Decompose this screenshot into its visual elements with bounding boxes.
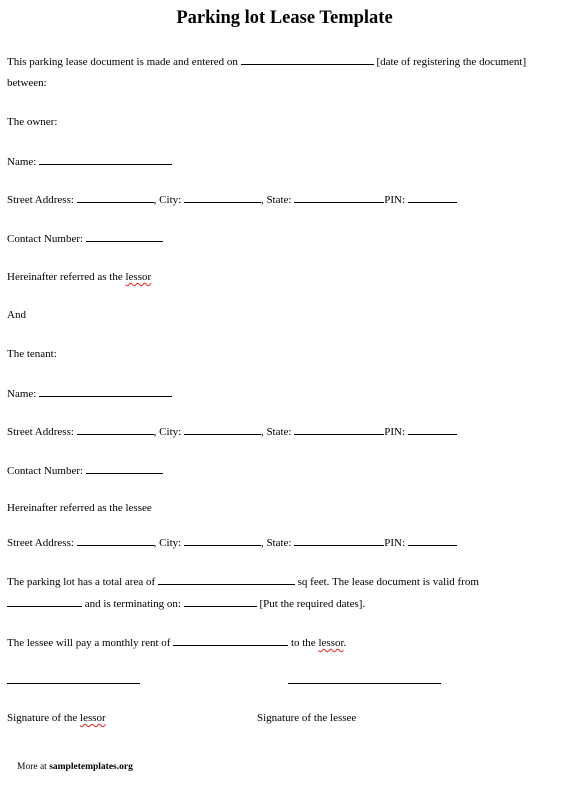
intro-note: [date of registering the document] bbox=[376, 56, 527, 68]
rent-line bbox=[7, 635, 346, 650]
contact-label: Contact Number: bbox=[7, 233, 84, 245]
area-line bbox=[7, 574, 479, 589]
owner-state-blank[interactable] bbox=[294, 192, 384, 203]
lessee-signature-label: Signature of the lessee bbox=[257, 712, 357, 724]
owner-address-row bbox=[7, 192, 457, 207]
state-label: , State: bbox=[260, 194, 292, 206]
lessor-reference bbox=[7, 270, 151, 284]
owner-street-blank[interactable] bbox=[77, 192, 154, 203]
city-label: , City: bbox=[153, 194, 182, 206]
document-title: Parking lot Lease Template bbox=[176, 8, 393, 28]
terminating-text: and is terminating on: bbox=[84, 598, 181, 610]
start-date-blank[interactable] bbox=[7, 596, 82, 607]
lessee-reference: Hereinafter referred as the lessee bbox=[7, 502, 152, 514]
lessor-signature-label bbox=[7, 711, 106, 725]
city-label: , City: bbox=[153, 426, 182, 438]
lessor-ref-word: lessor bbox=[125, 271, 152, 283]
pin-label: PIN: bbox=[384, 426, 406, 438]
lessor-ref-prefix: Hereinafter referred as the bbox=[7, 271, 126, 283]
validity-text: sq feet. The lease document is valid from bbox=[297, 576, 479, 588]
tenant-contact-row bbox=[7, 463, 163, 478]
lessee-city-blank[interactable] bbox=[184, 535, 261, 546]
intro-text: This parking lease document is made and entered on bbox=[7, 56, 238, 68]
street-label: Street Address: bbox=[7, 426, 74, 438]
pin-label: PIN: bbox=[384, 194, 406, 206]
street-label: Street Address: bbox=[7, 194, 74, 206]
owner-contact-blank[interactable] bbox=[86, 231, 163, 242]
rent-to-text: to the bbox=[290, 637, 319, 649]
area-blank[interactable] bbox=[158, 574, 295, 585]
tenant-contact-blank[interactable] bbox=[86, 463, 163, 474]
lessor-sig-prefix: Signature of the bbox=[7, 712, 81, 724]
lessee-address-row bbox=[7, 535, 457, 550]
city-label: , City: bbox=[153, 537, 182, 549]
rent-blank[interactable] bbox=[173, 635, 288, 646]
street-label: Street Address: bbox=[7, 537, 74, 549]
footer bbox=[17, 762, 133, 772]
area-text: The parking lot has a total area of bbox=[7, 576, 156, 588]
end-date-blank[interactable] bbox=[184, 596, 257, 607]
lessor-signature-line[interactable] bbox=[7, 683, 140, 684]
tenant-address-row bbox=[7, 424, 457, 439]
and-text: And bbox=[7, 309, 26, 321]
state-label: , State: bbox=[260, 426, 292, 438]
state-label: , State: bbox=[260, 537, 292, 549]
name-label: Name: bbox=[7, 388, 37, 400]
rent-lessor-word: lessor bbox=[318, 637, 344, 649]
owner-name-blank[interactable] bbox=[39, 154, 172, 165]
owner-city-blank[interactable] bbox=[184, 192, 261, 203]
tenant-pin-blank[interactable] bbox=[408, 424, 457, 435]
contact-label: Contact Number: bbox=[7, 465, 84, 477]
lessee-street-blank[interactable] bbox=[77, 535, 154, 546]
lessee-pin-blank[interactable] bbox=[408, 535, 457, 546]
tenant-state-blank[interactable] bbox=[294, 424, 384, 435]
pin-label: PIN: bbox=[384, 537, 406, 549]
rent-text: The lessee will pay a monthly rent of bbox=[7, 637, 171, 649]
tenant-city-blank[interactable] bbox=[184, 424, 261, 435]
owner-heading: The owner: bbox=[7, 116, 58, 128]
name-label: Name: bbox=[7, 156, 37, 168]
lessee-signature-line[interactable] bbox=[288, 683, 441, 684]
lessee-state-blank[interactable] bbox=[294, 535, 384, 546]
tenant-street-blank[interactable] bbox=[77, 424, 154, 435]
tenant-name-blank[interactable] bbox=[39, 386, 172, 397]
owner-name-row bbox=[7, 154, 172, 169]
intro-line bbox=[7, 54, 526, 69]
between-text: between: bbox=[7, 77, 47, 89]
dates-line bbox=[7, 596, 365, 611]
footer-prefix: More at bbox=[17, 762, 50, 772]
owner-contact-row bbox=[7, 231, 163, 246]
tenant-name-row bbox=[7, 386, 172, 401]
tenant-heading: The tenant: bbox=[7, 348, 57, 360]
dates-note: [Put the required dates]. bbox=[259, 598, 366, 610]
footer-site-link[interactable]: sampletemplates.org bbox=[49, 762, 133, 772]
owner-pin-blank[interactable] bbox=[408, 192, 457, 203]
lessor-sig-word: lessor bbox=[80, 712, 106, 724]
rent-period: . bbox=[343, 637, 347, 649]
date-blank[interactable] bbox=[241, 54, 374, 65]
